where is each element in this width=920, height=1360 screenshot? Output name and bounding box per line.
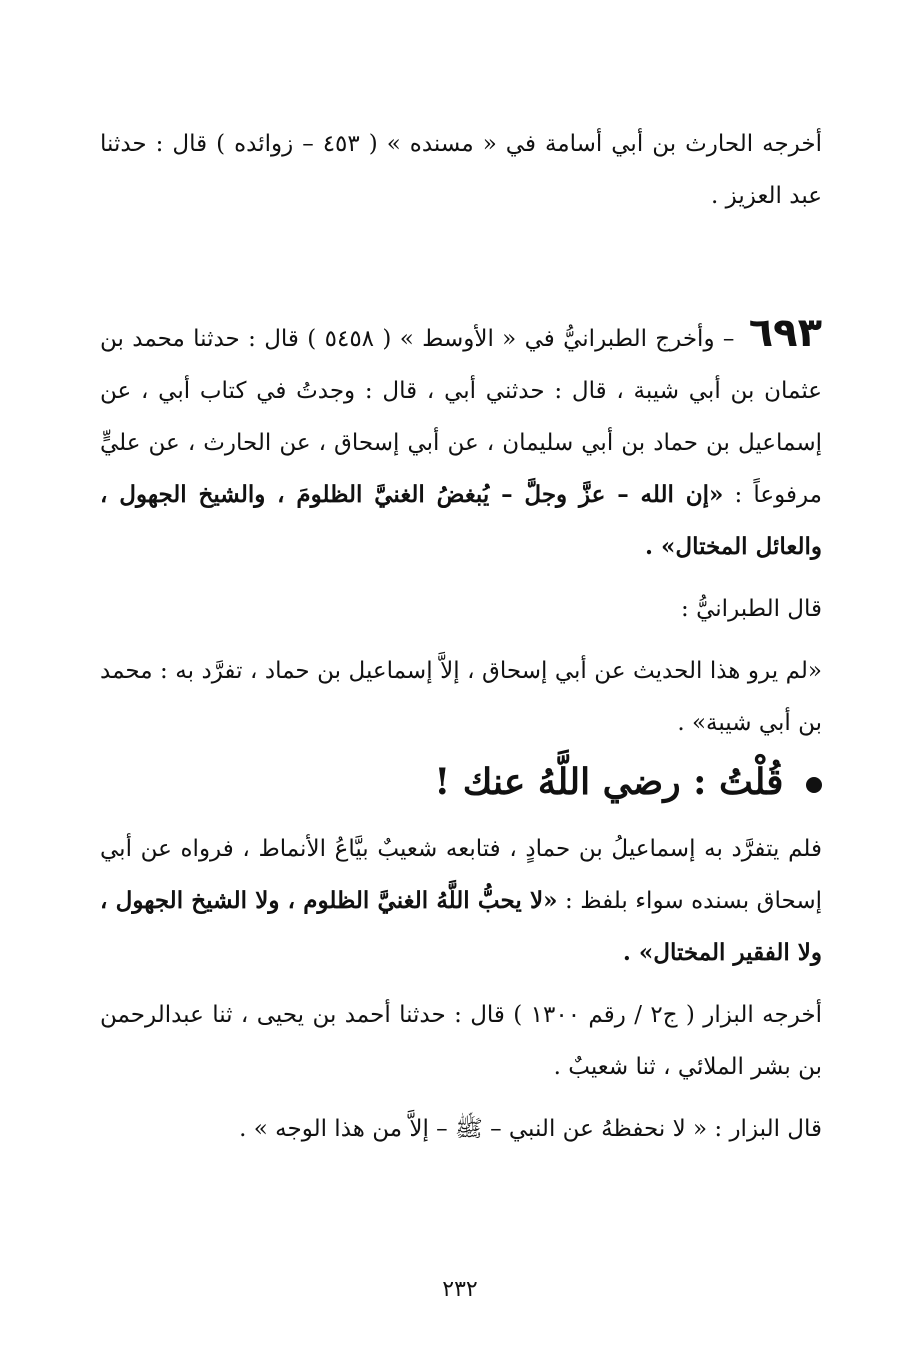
section-heading-text: قُلْتُ : رضي اللَّهُ عنك !	[434, 761, 784, 803]
hadith-number: ٦٩٣	[748, 310, 823, 356]
tabarani-quote: «لم يرو هذا الحديث عن أبي إسحاق ، إلاَّ إسماعيل بن حماد ، تفرَّد به : محمد بن أبي شيبة» .	[100, 658, 822, 736]
bullet-icon	[806, 777, 822, 793]
section-heading	[100, 751, 822, 813]
page-body	[100, 118, 822, 1155]
bazzar-source: أخرجه البزار ( ج٢ / رقم ١٣٠٠ ) قال : حدثنا أحمد بن يحيى ، ثنا عبدالرحمن بن بشر الملائي ، ثنا شعيبٌ .	[100, 1002, 822, 1080]
bazzar-note: قال البزار : « لا نحفظهُ عن النبي – ﷺ – إلاَّ من هذا الوجه » .	[239, 1116, 822, 1142]
page-number: ٢٣٢	[442, 1277, 478, 1302]
comment-paragraph	[100, 823, 822, 979]
tabarani-label: قال الطبرانيُّ :	[681, 596, 822, 622]
hadith-isnad: – وأخرج الطبرانيُّ في « الأوسط » ( ٥٤٥٨ ) قال : حدثنا محمد بن عثمان بن أبي شيبة ، قال : حدثني أبي ، قال : وجدتُ في كتاب أبي ، عن إسماعيل بن حماد بن أبي سليمان ، عن أبي إسحاق ، عن الحارث ، عن عليٍّ مرفوعاً :	[100, 326, 822, 508]
intro-paragraph: أخرجه الحارث بن أبي أسامة في « مسنده » ( ٤٥٣ – زوائده ) قال : حدثنا عبد العزيز .	[100, 131, 822, 209]
hadith-paragraph	[100, 307, 822, 573]
comment-text: فلم يتفرَّد به إسماعيلُ بن حمادٍ ، فتابعه شعيبٌ بيَّاعُ الأنماط ، فرواه عن أبي إسحاق بسنده سواء بلفظ :	[100, 836, 822, 914]
hadith-matn: «إن الله – عزَّ وجلَّ – يُبغضُ الغنيَّ الظلومَ ، والشيخ الجهول ، والعائل المختال» .	[100, 481, 822, 560]
comment-matn: «لا يحبُّ اللَّهُ الغنيَّ الظلوم ، ولا الشيخ الجهول ، ولا الفقير المختال» .	[100, 887, 822, 966]
